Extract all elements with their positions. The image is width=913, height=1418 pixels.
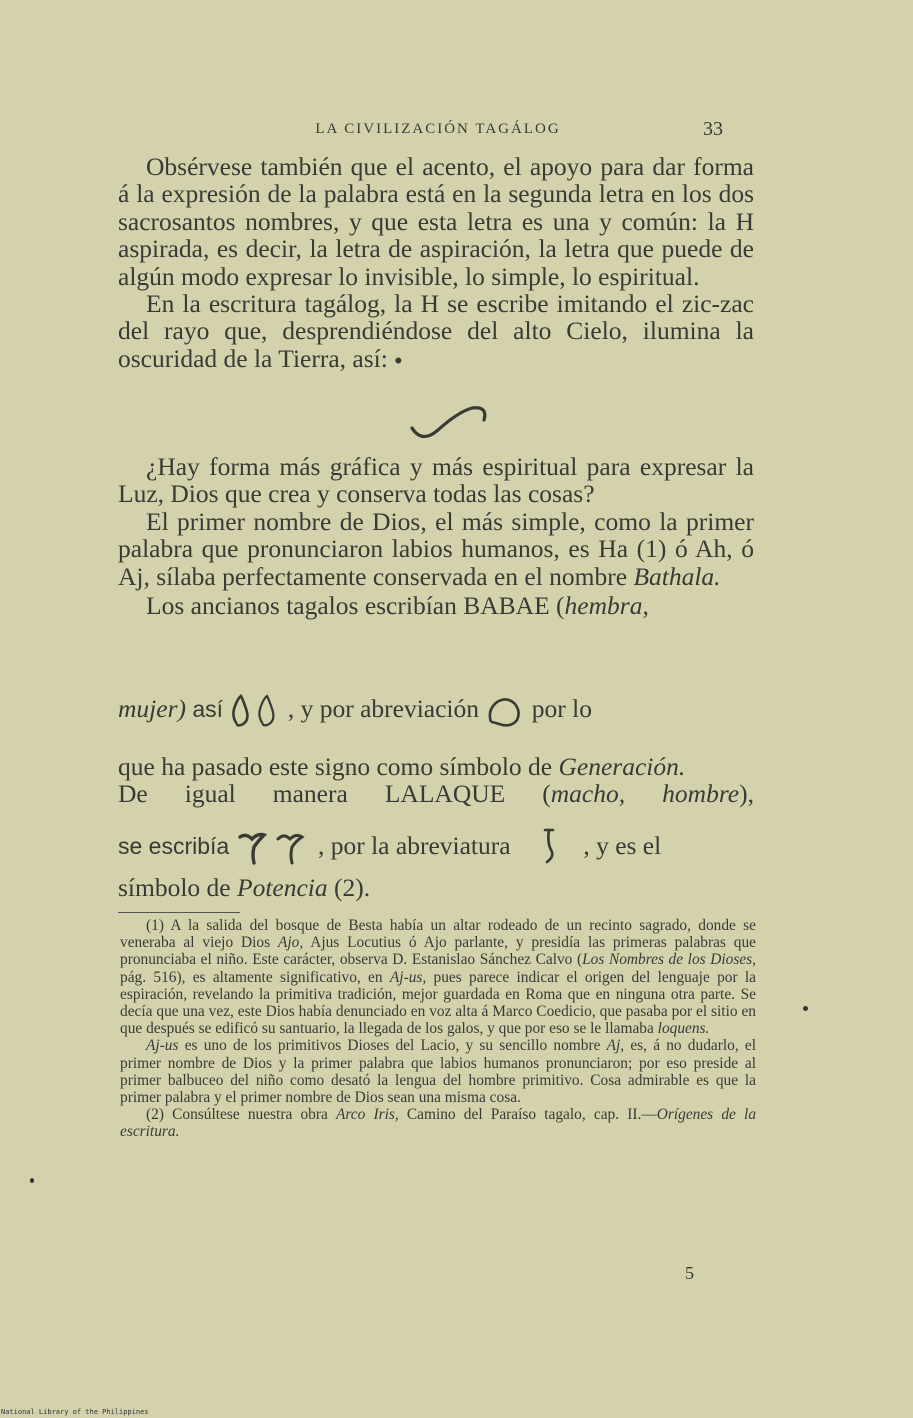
p5-line2-em: mujer)	[118, 694, 186, 723]
paragraph-3: ¿Hay forma más gráfica y más espiritual para expresar la Luz, Dios que crea y conserva todas las cosas?	[118, 452, 754, 509]
p6-line2-c: , y es el	[583, 830, 662, 860]
paragraphs-top	[118, 153, 754, 375]
footnote-2	[120, 1106, 756, 1140]
babae-glyph-line	[118, 694, 754, 728]
lalaque-glyph-line	[118, 828, 754, 868]
running-title: LA CIVILIZACIÓN TAGÁLOG	[315, 121, 561, 137]
paragraph-1: Obsérvese también que el acento, el apoyo para dar forma á la expresión de la palabra está en la segunda letra en los dos sacrosantos nombres, y que esta letra es una y común: la H aspirada, es decir, la letra de aspiración, la letra que puede de algún modo expresar lo invisible, lo simple, lo espiritual.	[118, 152, 754, 291]
fn1-em3: Aj-us,	[389, 968, 427, 986]
bathala-word: Bathala.	[633, 561, 721, 591]
paper-speck	[803, 1006, 808, 1011]
footnote-rule	[118, 912, 240, 913]
bullet-mark: ●	[394, 353, 403, 369]
potencia-word: Potencia	[237, 873, 328, 902]
p6-line2-b: , por la abreviatura	[317, 830, 517, 860]
p5-line2-b: , y por abreviación	[287, 694, 486, 723]
fn1-b: Ajus Locutius ó Ajo parlante, y presidía las primeras palabras que pronunciaba el niño. Este carácter, observa D. Estanislao Sánchez Calvo (	[120, 934, 757, 969]
library-credit: National Library of the Philippines	[1, 1408, 149, 1416]
paper-speck	[30, 1178, 34, 1183]
p6-text-b: ),	[739, 779, 754, 809]
fn2-em2: Orígenes de la escritura.	[120, 1106, 757, 1141]
p6-line3-b: (2).	[327, 873, 371, 902]
fn2-em1: Arco Iris,	[335, 1106, 399, 1124]
tagalog-ha-glyph-container	[408, 404, 490, 449]
paragraph-2-text: En la escritura tagálog, la H se escribe imitando el zic-zac del rayo que, desprendiéndose del alto Cielo, ilumina la oscuridad de la Tierra, así:	[118, 289, 754, 373]
fn1-em4: loquens.	[657, 1020, 710, 1038]
fn1-d: pues parece indicar el origen del lenguaje por la espiración, revelando la primitiva tradición, mejor guardada en Roma que en ninguna otra parte. Se decía que una vez, este Dios había denunciado en voz alta á Marco Coedicio, que pasaba por el sitio en que después se edificó su santuario, la llegada de los galos, y que por eso se le llamaba	[120, 968, 757, 1038]
fn2-b: Camino del Paraíso tagalo, cap. II.—	[398, 1106, 657, 1124]
paragraph-4	[118, 508, 754, 590]
fn1b-em2: Aj,	[606, 1037, 625, 1055]
generacion-word: Generación.	[558, 752, 686, 781]
fn1-c: pág. 516), es altamente significativo, en	[120, 968, 390, 986]
paragraph-6-line-1	[118, 780, 754, 807]
footnotes	[120, 917, 756, 1141]
fn1b-a: es uno de los primitivos Dioses del Lacio, y su sencillo nombre	[178, 1037, 607, 1055]
p5-line2-c: por lo	[531, 694, 592, 723]
page-number: 33	[703, 118, 723, 140]
p6-line2-a: se escribía	[118, 832, 236, 859]
fn1-em1: Ajo,	[277, 934, 304, 952]
p5-text-a: Los ancianos tagalos escribían BABAE (	[146, 591, 565, 621]
paragraph-2	[118, 290, 754, 375]
tagalog-lalaque-glyph-icon	[236, 829, 312, 867]
signature-mark: 5	[685, 1263, 694, 1283]
p5-line2-a: así	[185, 696, 230, 722]
p5-line3-a: que ha pasado este signo como símbolo de	[118, 752, 559, 781]
tagalog-babae-glyph-icon	[229, 694, 281, 728]
paragraphs-mid	[118, 453, 754, 619]
fn1-a: (1) A la salida del bosque de Besta había un altar rodeado de un recinto sagrado, donde se veneraba al viejo Dios	[120, 917, 756, 952]
fn1b-b: es, á no dudarlo, el primer nombre de Dios y la primer palabra que labios humanos pronunciaron; por eso preside al primer balbuceo del niño como desató la lengua del hombre primitivo. Cosa admirable es que la primer palabra y el primer nombre de Dios sean una misma cosa.	[120, 1037, 756, 1107]
paragraph-5-line-3	[118, 753, 754, 780]
paragraphs-lower	[118, 753, 754, 808]
p5-em: hembra,	[564, 591, 649, 621]
p6-text-a: De igual manera LALAQUE (	[118, 779, 551, 809]
fn1b-em1: Aj-us	[146, 1037, 179, 1055]
p6-em: macho, hombre	[550, 779, 740, 809]
p6-line3-a: símbolo de	[118, 873, 237, 902]
paragraph-5-line-1	[118, 592, 754, 619]
fn1-em2: Los Nombres de los Dioses,	[582, 951, 756, 969]
footnote-1-continued	[120, 1037, 756, 1106]
tagalog-babae-abbrev-icon	[485, 694, 525, 728]
tagalog-lalaque-abbrev-icon	[517, 828, 577, 868]
fn2-a: (2) Consúltese nuestra obra	[146, 1106, 336, 1124]
footnote-1	[120, 917, 756, 1037]
paragraph-6-line-3	[118, 873, 754, 903]
tagalog-ha-glyph-icon	[408, 404, 490, 444]
paragraph-4-text: El primer nombre de Dios, el más simple, como la primer palabra que pronunciaron labios humanos, es Ha (1) ó Ah, ó Aj, sílaba perfectamente conservada en el nombre	[118, 506, 754, 591]
